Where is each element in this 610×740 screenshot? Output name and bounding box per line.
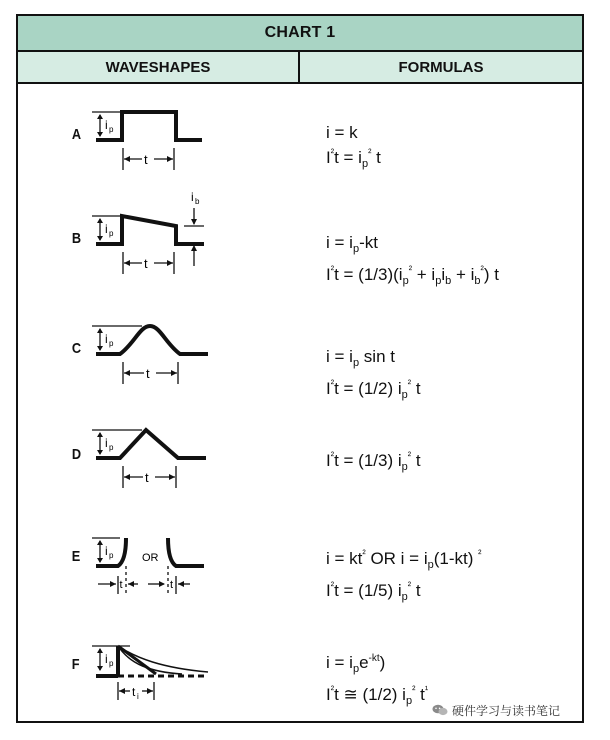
svg-text:p: p (109, 551, 114, 560)
waveshape-e-exponential (90, 534, 240, 614)
waveshape-d-triangle (90, 426, 230, 506)
formula-a (326, 122, 381, 175)
formula-c (326, 346, 421, 406)
formula-line: $i = i_pe^{-kt}$) (326, 653, 386, 675)
peak-current-label: i (105, 652, 108, 666)
peak-current-label: i (105, 332, 108, 346)
row-letter: F (71, 656, 80, 673)
peak-current-label: i (105, 118, 108, 132)
time-label: t (144, 152, 148, 167)
formula-line: $I^{^2}t = i_p^{^2}$ t (326, 148, 381, 170)
svg-text:i: i (137, 692, 139, 701)
watermark (432, 702, 560, 719)
watermark-text: 硬件学习与读书笔记 (452, 704, 561, 718)
time-label: t (119, 579, 123, 591)
svg-text:p: p (109, 125, 114, 134)
svg-text:p: p (109, 339, 114, 348)
formula-line: $i = kt^{^2}$ OR $i = i_p(1-kt)$ $^{^2}$ (326, 549, 482, 571)
row-letter: A (71, 126, 82, 143)
waveshape-a-rectangular (90, 106, 230, 186)
waveshape-f-decay (90, 642, 240, 716)
formula-e (326, 544, 481, 608)
waveshape-b-sloped (90, 188, 240, 298)
waveshape-c-sine (90, 322, 230, 402)
time-label: t (145, 470, 149, 485)
row-letter: B (71, 230, 82, 247)
formula-line: $i = i_p-kt$ (326, 233, 378, 255)
or-label: OR (142, 552, 159, 564)
formula-line: $I^{^2}t = (1/3)$ $i_p^{^2}$ t (326, 451, 421, 473)
peak-current-label: i (105, 544, 108, 558)
formula-line: $I^{^2}t$ ≅ (1/2) $i_p^{^2}$ $t^{^1}$ (326, 685, 429, 707)
formula-d (326, 446, 421, 478)
time-label: t (144, 256, 148, 271)
peak-current-label: i (105, 222, 108, 236)
formula-b (326, 232, 499, 292)
base-current-label: i (191, 190, 194, 204)
svg-text:p: p (109, 443, 114, 452)
formula-line: $I^{^2}t = (1/2)$ $i_p^{^2}$ t (326, 379, 421, 401)
wechat-icon (432, 704, 448, 716)
formula-line: i = k (326, 123, 358, 142)
formula-line: $I^{^2}t = (1/3)(i_p^{^2} + i_pi_b + i_b^{^2})$ t (326, 265, 499, 287)
svg-text:b: b (195, 197, 200, 206)
formula-line: $I^{^2}t = (1/5)$ $i_p^{^2}$ t (326, 581, 421, 603)
row-letter: D (71, 446, 82, 463)
header-row (18, 52, 582, 84)
formulas-header: FORMULAS (398, 58, 484, 76)
row-letter: E (71, 548, 81, 565)
formula-f (326, 648, 428, 712)
row-letter: C (71, 340, 82, 357)
chart-1-table (16, 14, 584, 723)
chart-title: CHART 1 (18, 16, 582, 52)
time-label: t (170, 579, 174, 591)
time-label: t (146, 366, 150, 381)
formula-line: $i = i_p$ sin t (326, 347, 395, 369)
svg-text:p: p (109, 659, 114, 668)
time-label: t (132, 685, 136, 699)
svg-text:p: p (109, 229, 114, 238)
peak-current-label: i (105, 436, 108, 450)
waveshapes-header: WAVESHAPES (18, 52, 300, 82)
